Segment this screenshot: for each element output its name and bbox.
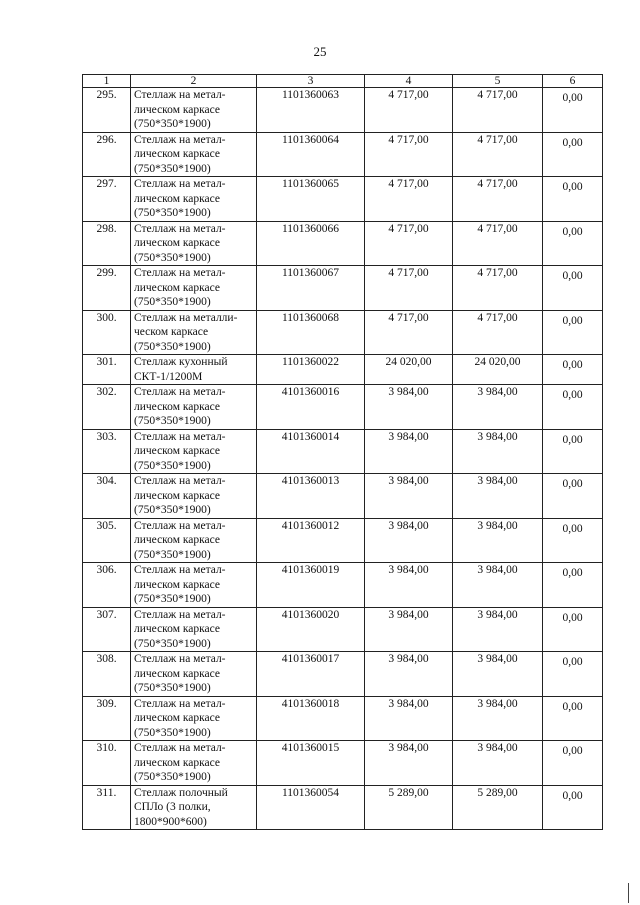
row-number-cell: 303.	[83, 429, 131, 474]
inventory-table	[82, 74, 603, 830]
item-name-line: Стеллаж на метал-	[134, 742, 226, 754]
item-name-cell	[131, 429, 257, 474]
value-col-5-cell: 4 717,00	[453, 132, 543, 177]
row-number-cell: 307.	[83, 607, 131, 652]
value-col-4-cell: 3 984,00	[365, 652, 453, 697]
value-col-4-cell: 4 717,00	[365, 221, 453, 266]
item-name-line: Стеллаж на метал-	[134, 519, 226, 532]
item-name-line: (750*350*1900)	[134, 415, 211, 427]
item-name-cell	[131, 696, 257, 741]
inventory-code-cell: 4101360020	[257, 607, 365, 652]
value-col-6-cell: 0,00	[543, 785, 603, 830]
inventory-code-cell: 1101360063	[257, 88, 365, 133]
row-number-cell: 295.	[83, 88, 131, 133]
value-col-4-cell: 3 984,00	[365, 518, 453, 563]
row-number-cell: 298.	[83, 221, 131, 266]
item-name-cell	[131, 266, 257, 311]
item-name-line: лическом каркасе	[134, 281, 220, 294]
inventory-code-cell: 4101360016	[257, 385, 365, 430]
value-col-6-cell: 0,00	[543, 696, 603, 741]
inventory-code-cell: 1101360066	[257, 221, 365, 266]
value-col-6-cell: 0,00	[543, 741, 603, 786]
inventory-code-cell: 4101360013	[257, 474, 365, 519]
item-name-cell	[131, 652, 257, 697]
item-name-line: СКТ-1/1200М	[134, 370, 203, 383]
item-name-line: лическом каркасе	[134, 400, 220, 413]
row-number-cell: 305.	[83, 518, 131, 563]
item-name-line: (750*350*1900)	[134, 548, 211, 561]
table-row	[83, 177, 603, 222]
item-name-line: (750*350*1900)	[134, 207, 211, 219]
item-name-cell	[131, 563, 257, 608]
value-col-4-cell: 5 289,00	[365, 785, 453, 830]
item-name-line: Стеллаж на метал-	[134, 267, 226, 279]
table-row	[83, 785, 603, 830]
table-row	[83, 88, 603, 133]
row-number-cell: 297.	[83, 177, 131, 222]
item-name-cell	[131, 221, 257, 266]
value-col-5-cell: 4 717,00	[453, 88, 543, 133]
value-col-4-cell: 3 984,00	[365, 563, 453, 608]
header-cell-4: 4	[365, 75, 453, 88]
table-row	[83, 221, 603, 266]
item-name-line: лическом каркасе	[134, 756, 220, 769]
value-col-5-cell: 3 984,00	[453, 696, 543, 741]
table-row	[83, 474, 603, 519]
item-name-cell	[131, 177, 257, 222]
table-row	[83, 741, 603, 786]
inventory-code-cell: 1101360022	[257, 355, 365, 385]
value-col-5-cell: 4 717,00	[453, 310, 543, 355]
item-name-line: (750*350*1900)	[134, 593, 211, 605]
item-name-line: лическом каркасе	[134, 489, 220, 502]
value-col-5-cell: 3 984,00	[453, 474, 543, 519]
item-name-line: Стеллаж на метал-	[134, 697, 226, 710]
value-col-6-cell: 0,00	[543, 563, 603, 608]
inventory-code-cell: 4101360019	[257, 563, 365, 608]
item-name-line: Стеллаж на метал-	[134, 430, 226, 443]
value-col-4-cell: 3 984,00	[365, 385, 453, 430]
item-name-line: (750*350*1900)	[134, 118, 211, 130]
item-name-line: Стеллаж кухонный	[134, 356, 228, 368]
value-col-5-cell: 3 984,00	[453, 518, 543, 563]
item-name-line: СПЛо (3 полки,	[134, 801, 211, 813]
value-col-6-cell: 0,00	[543, 429, 603, 474]
value-col-4-cell: 3 984,00	[365, 696, 453, 741]
inventory-code-cell: 1101360065	[257, 177, 365, 222]
value-col-5-cell: 4 717,00	[453, 221, 543, 266]
item-name-line: лическом каркасе	[134, 103, 220, 116]
value-col-4-cell: 4 717,00	[365, 88, 453, 133]
item-name-line: лическом каркасе	[134, 578, 220, 591]
row-number-cell: 301.	[83, 355, 131, 385]
item-name-line: Стеллаж на метал-	[134, 178, 226, 190]
item-name-cell	[131, 310, 257, 355]
row-number-cell: 310.	[83, 741, 131, 786]
row-number-cell: 296.	[83, 132, 131, 177]
item-name-line: Стеллаж на метал-	[134, 608, 226, 621]
value-col-4-cell: 24 020,00	[365, 355, 453, 385]
row-number-cell: 309.	[83, 696, 131, 741]
item-name-line: лическом каркасе	[134, 237, 220, 249]
value-col-5-cell: 3 984,00	[453, 741, 543, 786]
item-name-line: Стеллаж на метал-	[134, 475, 226, 487]
value-col-4-cell: 4 717,00	[365, 310, 453, 355]
value-col-6-cell: 0,00	[543, 474, 603, 519]
value-col-5-cell: 4 717,00	[453, 266, 543, 311]
item-name-line: (750*350*1900)	[134, 340, 211, 353]
value-col-4-cell: 3 984,00	[365, 474, 453, 519]
inventory-code-cell: 1101360054	[257, 785, 365, 830]
value-col-5-cell: 3 984,00	[453, 385, 543, 430]
value-col-5-cell: 3 984,00	[453, 563, 543, 608]
value-col-6-cell: 0,00	[543, 221, 603, 266]
value-col-5-cell: 24 020,00	[453, 355, 543, 385]
item-name-line: Стеллаж на метал-	[134, 386, 226, 398]
item-name-line: лическом каркасе	[134, 712, 220, 724]
value-col-6-cell: 0,00	[543, 177, 603, 222]
inventory-code-cell: 4101360018	[257, 696, 365, 741]
page-number: 25	[313, 44, 327, 59]
inventory-code-cell: 4101360017	[257, 652, 365, 697]
value-col-5-cell: 3 984,00	[453, 429, 543, 474]
header-cell-3: 3	[257, 75, 365, 88]
item-name-line: лическом каркасе	[134, 192, 220, 205]
inventory-table-body	[83, 75, 603, 830]
row-number-cell: 306.	[83, 563, 131, 608]
item-name-cell	[131, 88, 257, 133]
table-row	[83, 132, 603, 177]
value-col-4-cell: 4 717,00	[365, 132, 453, 177]
row-number-cell: 299.	[83, 266, 131, 311]
value-col-5-cell: 3 984,00	[453, 652, 543, 697]
table-row	[83, 652, 603, 697]
item-name-line: (750*350*1900)	[134, 682, 211, 694]
item-name-line: Стеллаж на метал-	[134, 133, 226, 146]
item-name-line: лическом каркасе	[134, 667, 220, 680]
value-col-6-cell: 0,00	[543, 385, 603, 430]
table-row	[83, 355, 603, 385]
table-header-row	[83, 75, 603, 88]
header-cell-6: 6	[543, 75, 603, 88]
value-col-4-cell: 3 984,00	[365, 607, 453, 652]
value-col-6-cell: 0,00	[543, 266, 603, 311]
value-col-5-cell: 3 984,00	[453, 607, 543, 652]
item-name-line: лическом каркасе	[134, 445, 220, 457]
item-name-line: (750*350*1900)	[134, 162, 211, 175]
item-name-line: Стеллаж на метал-	[134, 653, 226, 665]
item-name-line: Стеллаж на металли-	[134, 311, 238, 324]
table-row	[83, 310, 603, 355]
value-col-5-cell: 4 717,00	[453, 177, 543, 222]
table-row	[83, 607, 603, 652]
item-name-line: Стеллаж полочный	[134, 786, 228, 799]
value-col-6-cell: 0,00	[543, 607, 603, 652]
inventory-code-cell: 1101360064	[257, 132, 365, 177]
item-name-line: (750*350*1900)	[134, 637, 211, 650]
inventory-code-cell: 4101360015	[257, 741, 365, 786]
item-name-line: 1800*900*600)	[134, 815, 207, 828]
value-col-6-cell: 0,00	[543, 355, 603, 385]
item-name-cell	[131, 132, 257, 177]
table-row	[83, 563, 603, 608]
inventory-code-cell: 4101360014	[257, 429, 365, 474]
item-name-line: (750*350*1900)	[134, 771, 211, 783]
table-row	[83, 518, 603, 563]
item-name-cell	[131, 474, 257, 519]
item-name-line: (750*350*1900)	[134, 296, 211, 308]
item-name-line: (750*350*1900)	[134, 251, 211, 264]
header-cell-5: 5	[453, 75, 543, 88]
item-name-cell	[131, 785, 257, 830]
value-col-6-cell: 0,00	[543, 652, 603, 697]
value-col-6-cell: 0,00	[543, 518, 603, 563]
value-col-4-cell: 4 717,00	[365, 266, 453, 311]
item-name-line: лическом каркасе	[134, 534, 220, 546]
row-number-cell: 311.	[83, 785, 131, 830]
row-number-cell: 302.	[83, 385, 131, 430]
inventory-code-cell: 1101360067	[257, 266, 365, 311]
table-row	[83, 385, 603, 430]
value-col-4-cell: 4 717,00	[365, 177, 453, 222]
value-col-6-cell: 0,00	[543, 132, 603, 177]
row-number-cell: 304.	[83, 474, 131, 519]
item-name-cell	[131, 607, 257, 652]
item-name-line: Стеллаж на метал-	[134, 89, 226, 101]
item-name-line: (750*350*1900)	[134, 459, 211, 472]
header-cell-1: 1	[83, 75, 131, 88]
value-col-6-cell: 0,00	[543, 310, 603, 355]
inventory-code-cell: 4101360012	[257, 518, 365, 563]
value-col-5-cell: 5 289,00	[453, 785, 543, 830]
table-row	[83, 266, 603, 311]
value-col-6-cell: 0,00	[543, 88, 603, 133]
item-name-line: лическом каркасе	[134, 623, 220, 635]
item-name-line: лическом каркасе	[134, 148, 220, 160]
value-col-4-cell: 3 984,00	[365, 429, 453, 474]
row-number-cell: 300.	[83, 310, 131, 355]
item-name-line: ческом каркасе	[134, 326, 209, 338]
item-name-line: Стеллаж на метал-	[134, 222, 226, 235]
item-name-line: (750*350*1900)	[134, 504, 211, 516]
table-row	[83, 429, 603, 474]
header-cell-2: 2	[131, 75, 257, 88]
item-name-line: Стеллаж на метал-	[134, 564, 226, 576]
value-col-4-cell: 3 984,00	[365, 741, 453, 786]
margin-mark	[628, 883, 629, 903]
item-name-cell	[131, 385, 257, 430]
table-row	[83, 696, 603, 741]
item-name-cell	[131, 518, 257, 563]
inventory-code-cell: 1101360068	[257, 310, 365, 355]
item-name-line: (750*350*1900)	[134, 726, 211, 739]
item-name-cell	[131, 741, 257, 786]
item-name-cell	[131, 355, 257, 385]
row-number-cell: 308.	[83, 652, 131, 697]
